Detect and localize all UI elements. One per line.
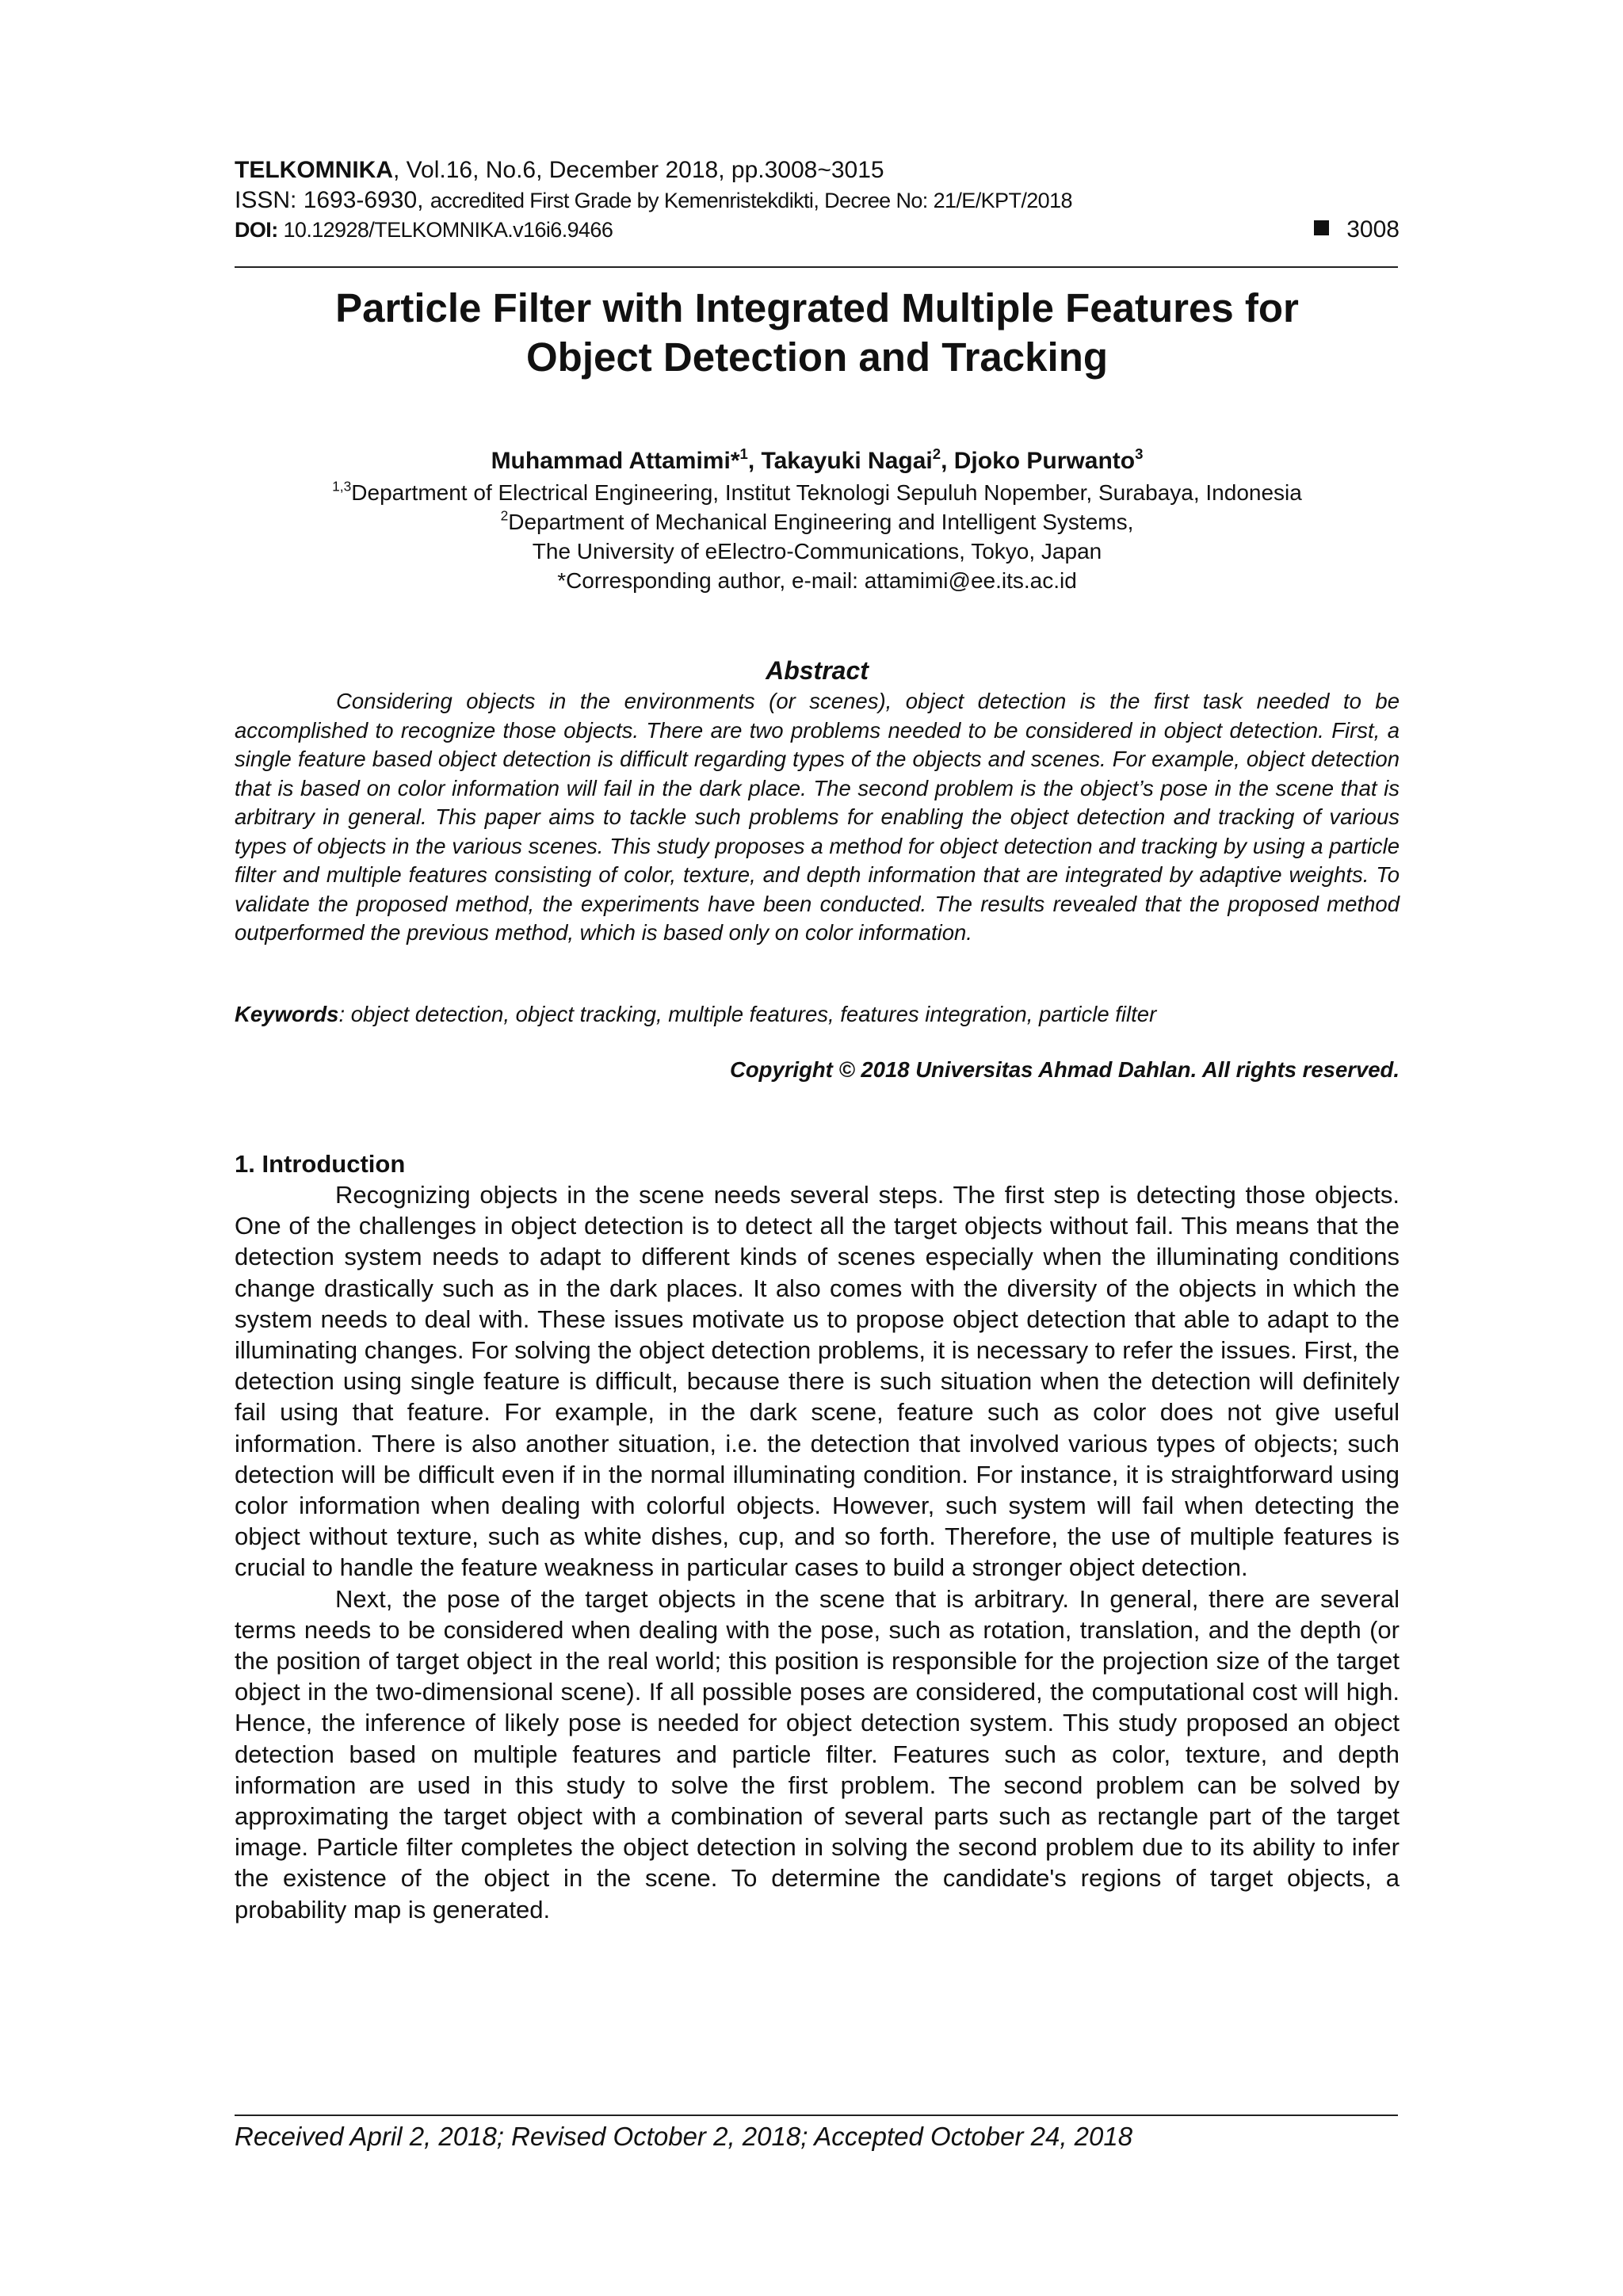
accreditation: accredited First Grade by Kemenristekdikti, Decree No: 21/E/KPT/2018 [430, 189, 1072, 212]
issn-line [235, 185, 1400, 216]
abstract-heading: Abstract [766, 656, 869, 685]
introduction-body [235, 1179, 1400, 1925]
affiliation-1-text: Department of Electrical Engineering, Institut Teknologi Sepuluh Nopember, Surabaya, Indonesia [351, 480, 1302, 505]
doi-line [235, 216, 1400, 244]
affiliations [235, 478, 1400, 595]
abstract-body: Considering objects in the environments (or scenes), object detection is the first task needed to be accomplished to recognize those objects. There are two problems needed to be considered in object detection. First, a single feature based object detection is difficult regarding types of the objects and scenes. For example, object detection that is based on color information will fail in the dark place. The second problem is the object’s pose in the scene that is arbitrary in general. This paper aims to tackle such problems for enabling the object detection and tracking of various types of objects in the various scenes. This study proposes a method for object detection and tracking by using a particle filter and multiple features consisting of color, texture, and depth information that are integrated by adaptive weights. To validate the proposed method, the experiments have been conducted. The results revealed that the proposed method outperformed the previous method, which is based only on color information. [235, 689, 1400, 945]
page-number [1314, 216, 1400, 244]
keywords-text: : object detection, object tracking, multiple features, features integration, particle filter [338, 1002, 1157, 1026]
keywords [235, 1000, 1400, 1029]
introduction-heading: 1. Introduction [235, 1150, 406, 1178]
doi-value: 10.12928/TELKOMNIKA.v16i6.9466 [277, 218, 613, 242]
affiliation-2-sup: 2 [500, 507, 509, 524]
title-line-2: Object Detection and Tracking [526, 334, 1108, 380]
author-3: , Djoko Purwanto [941, 448, 1136, 474]
received-dates: Received April 2, 2018; Revised October 2, 2018; Accepted October 24, 2018 [235, 2122, 1133, 2151]
square-bullet-icon [1314, 220, 1329, 235]
author-3-sup: 3 [1135, 445, 1144, 462]
journal-name: TELKOMNIKA [235, 157, 393, 183]
paper-title [235, 284, 1400, 382]
corresponding-author: *Corresponding author, e-mail: attamimi@ee.its.ac.id [557, 568, 1077, 593]
affiliation-1-sup: 1,3 [332, 478, 352, 495]
page-number-value: 3008 [1346, 216, 1400, 243]
author-1: Muhammad Attamimi* [491, 448, 740, 474]
affiliation-2 [235, 507, 1400, 537]
author-list [235, 446, 1400, 476]
author-2-sup: 2 [932, 445, 941, 462]
affiliation-1 [235, 478, 1400, 507]
title-line-1: Particle Filter with Integrated Multiple Features for [335, 285, 1299, 330]
journal-issue: , Vol.16, No.6, December 2018, pp.3008~3015 [392, 157, 884, 183]
header-divider [235, 266, 1398, 268]
journal-line [235, 155, 1400, 185]
copyright-notice: Copyright © 2018 Universitas Ahmad Dahlan. All rights reserved. [729, 1057, 1400, 1082]
introduction-paragraph-1: Recognizing objects in the scene needs several steps. The first step is detecting those objects. One of the challenges in object detection is to detect all the target objects without fail. This means that the detection system needs to adapt to different kinds of scenes especially when the illuminating conditions change drastically such as in the dark places. It also comes with the diversity of the objects in which the system needs to deal with. These issues motivate us to propose object detection that able to adapt to the illuminating changes. For solving the object detection problems, it is necessary to refer the issues. First, the detection using single feature is difficult, because there is such situation when the detection will definitely fail using that feature. For example, in the dark scene, feature such as color does not give useful information. There is also another situation, i.e. the detection that involved various types of objects; such detection will be difficult even if in the normal illuminating condition. For instance, it is straightforward using color information when dealing with colorful objects. However, such system will fail when detecting the object without texture, such as white dishes, cup, and so forth. Therefore, the use of multiple features is crucial to handle the feature weakness in particular cases to build a stronger object detection. [235, 1181, 1400, 1582]
affiliation-2b: The University of eElectro-Communications, Tokyo, Japan [532, 539, 1102, 563]
affiliation-2-text: Department of Mechanical Engineering and Intelligent Systems, [508, 510, 1134, 534]
keywords-label: Keywords [235, 1002, 339, 1026]
introduction-paragraph-2: Next, the pose of the target objects in the scene that is arbitrary. In general, there are several terms needs to be considered when dealing with the pose, such as rotation, translation, and the depth (or the position of target object in the real world; this position is responsible for the projection size of the target object in the two-dimensional scene). If all possible poses are considered, the computational cost will high. Hence, the inference of likely pose is needed for object detection system. This study proposed an object detection based on multiple features and particle filter. Features such as color, texture, and depth information are used in this study to solve the first problem. The second problem can be solved by approximating the target object with a combination of several parts such as rectangle part of the target image. Particle filter completes the object detection in solving the second problem due to its ability to infer the existence of the object in the scene. To determine the candidate's regions of target objects, a probability map is generated. [235, 1584, 1400, 1924]
journal-header [235, 155, 1400, 244]
footer-divider [235, 2115, 1398, 2116]
author-2: , Takayuki Nagai [747, 448, 933, 474]
doi-label: DOI: [235, 218, 278, 242]
issn: ISSN: 1693-6930, [235, 187, 430, 213]
author-1-sup: 1 [739, 445, 748, 462]
